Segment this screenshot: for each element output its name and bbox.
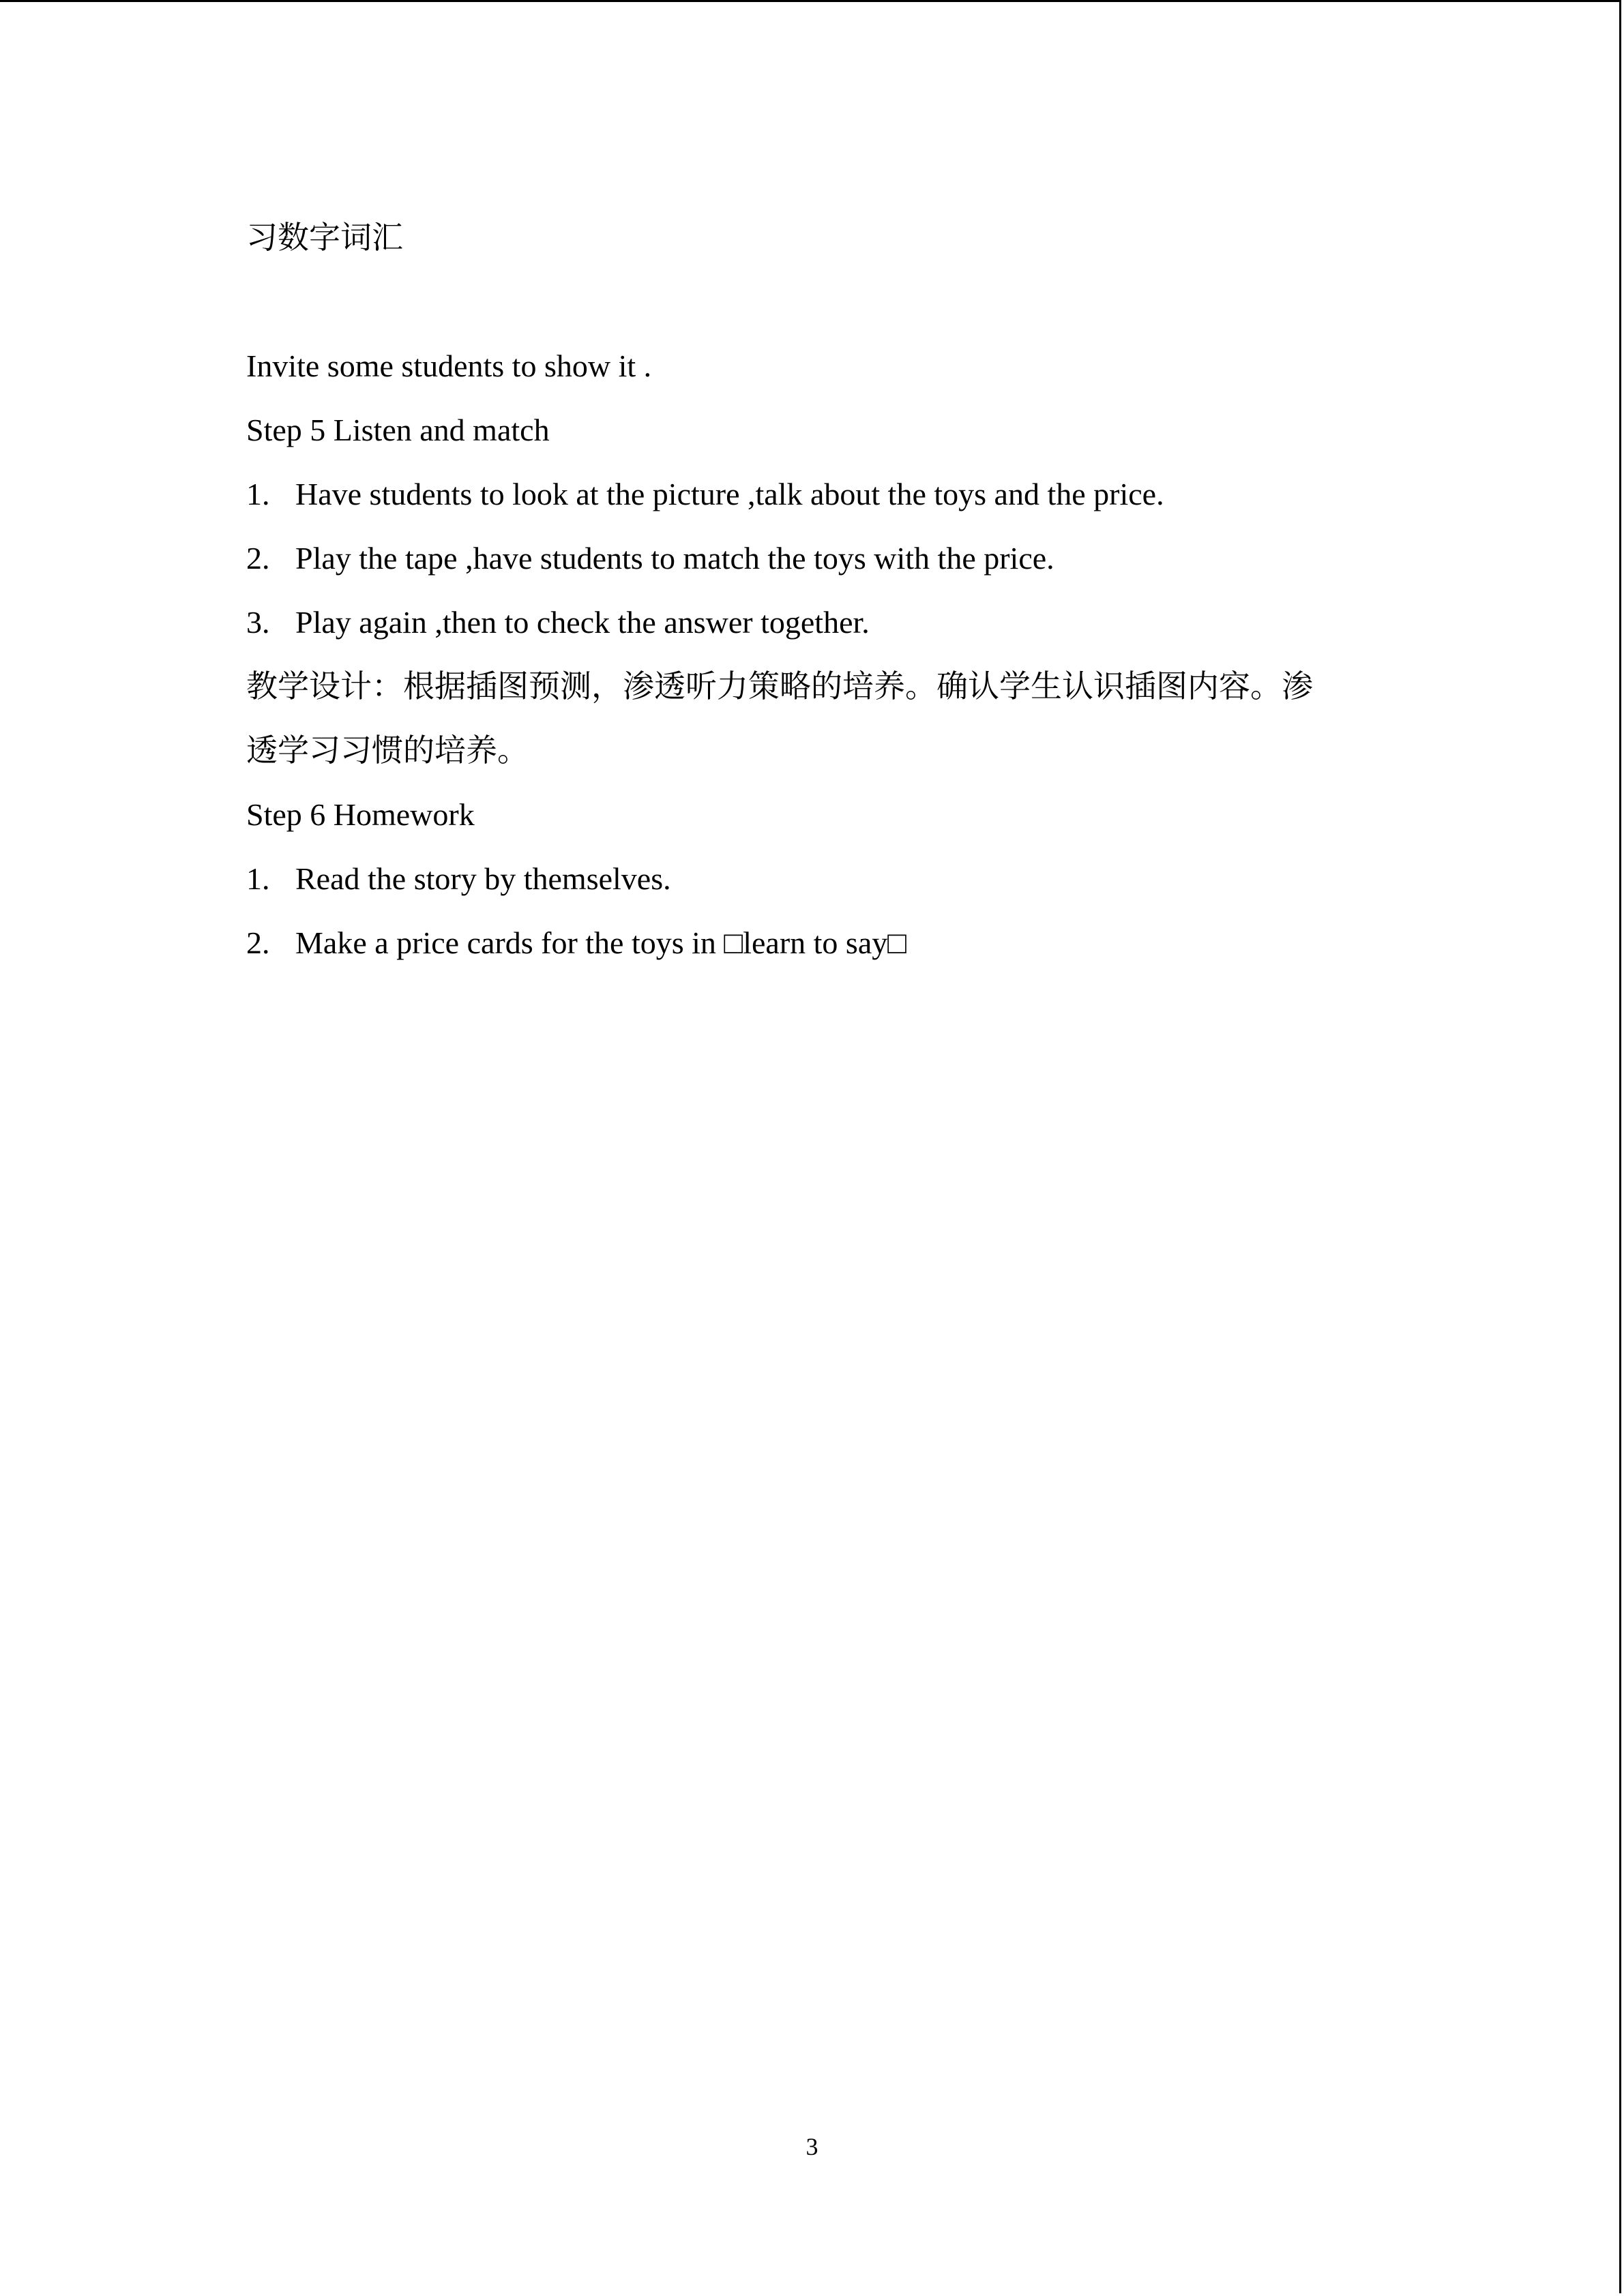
paragraph-invite: Invite some students to show it . bbox=[246, 348, 652, 383]
page-number: 3 bbox=[806, 2133, 818, 2160]
design-note-line-1: 教学设计：根据插图预测，渗透听力策略的培养。确认学生认识插图内容。渗 bbox=[246, 669, 1313, 704]
list-text: Play again ,then to check the answer together. bbox=[295, 605, 870, 640]
list-item bbox=[246, 847, 1392, 911]
list-number: 1. bbox=[246, 861, 270, 896]
design-note-line-2: 透学习习惯的培养。 bbox=[246, 733, 529, 768]
list-text: Make a price cards for the toys in □learn to say□ bbox=[295, 925, 907, 960]
list-item bbox=[246, 462, 1392, 526]
list-text: Read the story by themselves. bbox=[295, 861, 671, 896]
list-item bbox=[246, 911, 1392, 975]
list-number: 3. bbox=[246, 605, 270, 640]
document-body bbox=[246, 206, 1392, 975]
step6-heading: Step 6 Homework bbox=[246, 797, 475, 832]
list-number: 2. bbox=[246, 541, 270, 576]
list-text: Play the tape ,have students to match the toys with the price. bbox=[295, 541, 1054, 576]
paragraph-vocabulary: 习数字词汇 bbox=[246, 220, 403, 255]
list-text: Have students to look at the picture ,talk about the toys and the price. bbox=[295, 477, 1164, 511]
list-item bbox=[246, 591, 1392, 655]
list-number: 2. bbox=[246, 925, 270, 960]
step5-heading: Step 5 Listen and match bbox=[246, 413, 550, 447]
list-number: 1. bbox=[246, 477, 270, 511]
list-item bbox=[246, 526, 1392, 591]
